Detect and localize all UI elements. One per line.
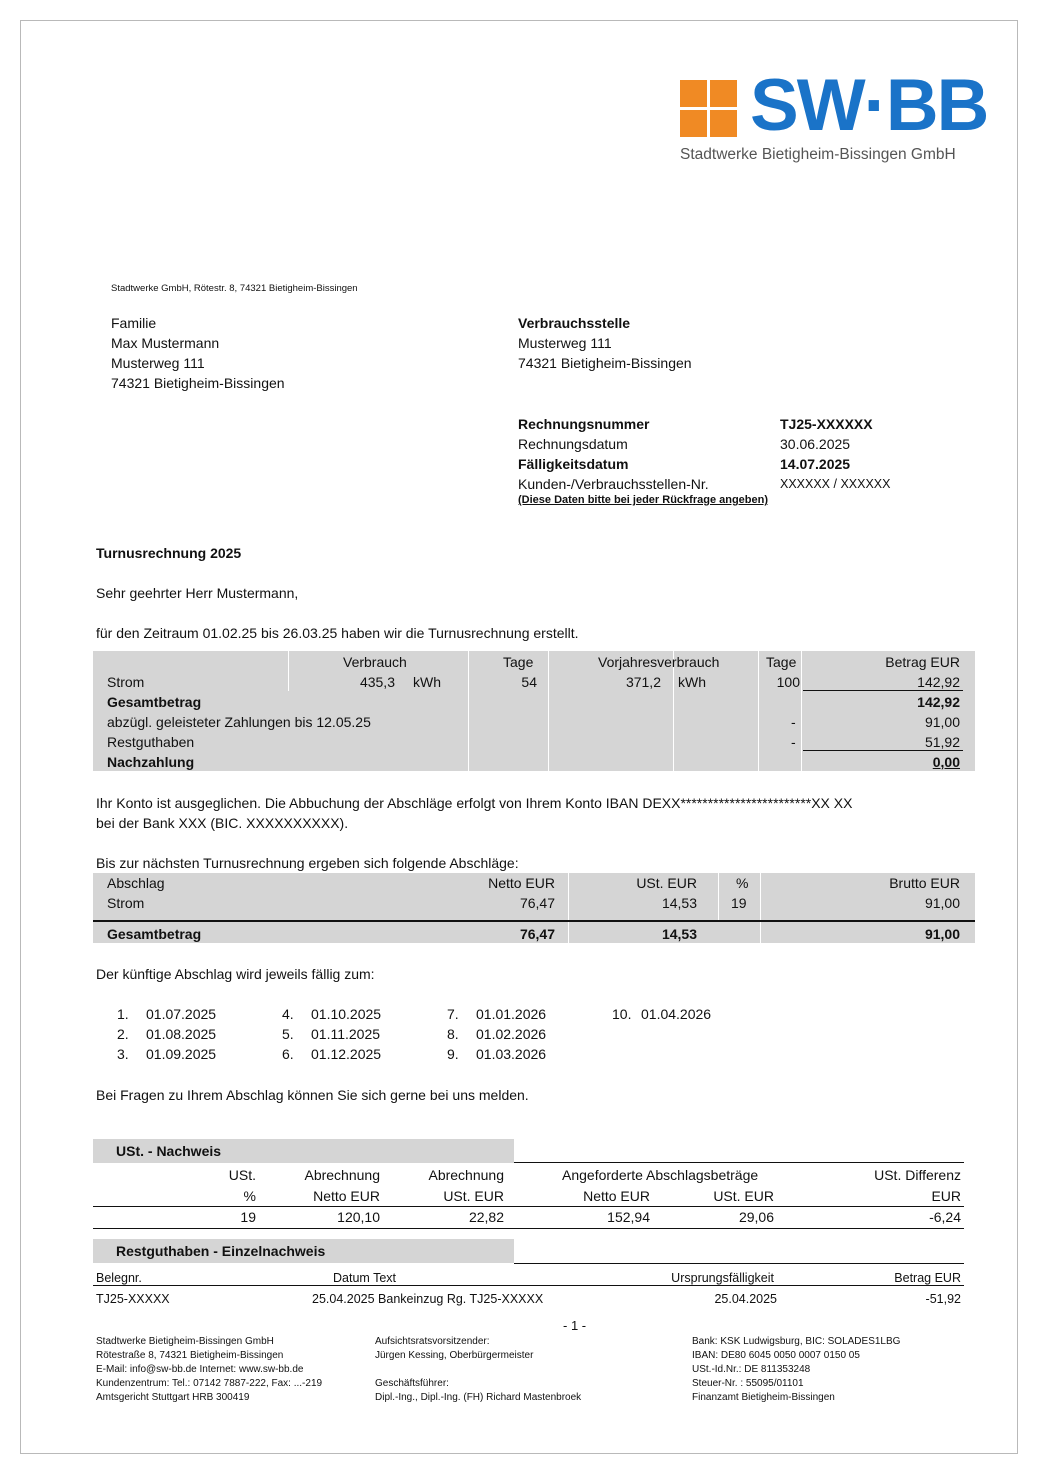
vat-diff-value: -6,24 bbox=[929, 1209, 961, 1225]
doc-number: TJ25-XXXXX bbox=[96, 1292, 170, 1306]
total-net: 76,47 bbox=[519, 926, 555, 942]
due-date-number: 3. bbox=[117, 1046, 129, 1062]
vat-diff-col-header: USt. Differenz bbox=[874, 1167, 961, 1183]
consumption-point-line: Musterweg 111 bbox=[518, 335, 612, 351]
prev-consumption-value: 371,2 bbox=[625, 674, 661, 690]
recipient-line: Familie bbox=[111, 315, 157, 331]
credit-amount-col-header: Betrag EUR bbox=[894, 1271, 961, 1285]
salutation: Sehr geehrter Herr Mustermann, bbox=[96, 585, 299, 601]
invoice-number-label: Rechnungsnummer bbox=[518, 416, 650, 432]
bill-net-value: 120,10 bbox=[337, 1209, 380, 1225]
footer-line: Rötestraße 8, 74321 Bietigheim-Bissingen bbox=[96, 1350, 284, 1361]
doc-col-header: Belegnr. bbox=[96, 1271, 142, 1285]
total-gross: 91,00 bbox=[924, 926, 960, 942]
remaining-label: Restguthaben bbox=[107, 734, 195, 750]
total-label: Gesamtbetrag bbox=[107, 926, 202, 942]
col-header-vat: USt. EUR bbox=[636, 875, 697, 891]
col-header-net: Netto EUR bbox=[488, 875, 555, 891]
footer-line: Steuer-Nr. : 55095/01101 bbox=[692, 1378, 804, 1389]
due-date-value: 01.10.2025 bbox=[311, 1006, 382, 1022]
bill-vat-col-header: Abrechnung bbox=[428, 1167, 504, 1183]
total-vat: 14,53 bbox=[661, 926, 697, 942]
due-date-number: 8. bbox=[447, 1026, 459, 1042]
remaining-sign: - bbox=[791, 734, 796, 750]
pct-value: 19 bbox=[731, 895, 747, 911]
account-text bbox=[96, 793, 852, 833]
additional-payment-amount: 0,00 bbox=[932, 754, 960, 770]
credit-amount-value: -51,92 bbox=[925, 1292, 961, 1306]
date-text: 25.04.2025 Bankeinzug Rg. TJ25-XXXXX bbox=[312, 1292, 544, 1306]
consumption-unit: kWh bbox=[413, 674, 441, 690]
recipient-line: 74321 Bietigheim-Bissingen bbox=[111, 375, 285, 391]
logo-square bbox=[680, 80, 707, 107]
footer-line: Amtsgericht Stuttgart HRB 300419 bbox=[96, 1392, 250, 1403]
row-label: Strom bbox=[107, 674, 145, 690]
col-header-pct: % bbox=[736, 875, 749, 891]
due-intro: Der künftige Abschlag wird jeweils fällig zum: bbox=[96, 966, 375, 982]
prev-consumption-unit: kWh bbox=[678, 674, 706, 690]
bill-vat-value: 22,82 bbox=[468, 1209, 504, 1225]
due-date-number: 9. bbox=[447, 1046, 459, 1062]
col-header-days: Tage bbox=[503, 654, 534, 670]
total-amount: 142,92 bbox=[917, 694, 960, 710]
due-date-value: 01.12.2025 bbox=[311, 1046, 382, 1062]
due-date-number: 2. bbox=[117, 1026, 129, 1042]
due-date-number: 7. bbox=[447, 1006, 459, 1022]
footer-line: Jürgen Kessing, Oberbürgermeister bbox=[375, 1350, 534, 1361]
footer-line: Aufsichtsratsvorsitzender: bbox=[375, 1336, 490, 1347]
footer-line: Bank: KSK Ludwigsburg, BIC: SOLADES1LBG bbox=[692, 1336, 901, 1347]
logo-wordmark: SW·BB bbox=[750, 65, 988, 146]
payments-label: abzügl. geleisteter Zahlungen bis 12.05.25 bbox=[107, 714, 371, 730]
vat-pct-value: 19 bbox=[240, 1209, 256, 1225]
logo-square bbox=[710, 80, 737, 107]
orig-due-col-header: Ursprungsfälligkeit bbox=[671, 1271, 774, 1285]
vat-subheader: USt. EUR bbox=[443, 1188, 504, 1204]
amount-value: 142,92 bbox=[917, 674, 960, 690]
additional-payment-label: Nachzahlung bbox=[107, 754, 195, 770]
invoice-date-value: 30.06.2025 bbox=[780, 436, 851, 452]
due-date-number: 10. bbox=[612, 1006, 632, 1022]
vat-col-header: USt. bbox=[228, 1167, 256, 1183]
consumption-point bbox=[518, 313, 692, 373]
logo-square bbox=[680, 110, 707, 137]
payments-sign: - bbox=[791, 714, 796, 730]
col-header-prev-consumption: Vorjahresverbrauch bbox=[598, 654, 720, 670]
due-date-value: 01.04.2026 bbox=[641, 1006, 712, 1022]
orig-due-value: 25.04.2025 bbox=[714, 1292, 777, 1306]
footer-line: IBAN: DE80 6045 0050 0007 0150 05 bbox=[692, 1350, 860, 1361]
req-net-value: 152,94 bbox=[607, 1209, 650, 1225]
days-value: 54 bbox=[521, 674, 537, 690]
due-date-value: 01.01.2026 bbox=[476, 1006, 547, 1022]
consumption-point-title: Verbrauchsstelle bbox=[518, 315, 631, 331]
footer-line: Stadtwerke Bietigheim-Bissingen GmbH bbox=[96, 1336, 274, 1347]
consumption-value: 435,3 bbox=[359, 674, 395, 690]
footer-company bbox=[96, 1335, 322, 1405]
customer-number-value: XXXXXX / XXXXXX bbox=[780, 477, 891, 491]
prev-days-value: 100 bbox=[776, 674, 800, 690]
logo-square bbox=[710, 110, 737, 137]
intro-text: für den Zeitraum 01.02.25 bis 26.03.25 haben wir die Turnusrechnung erstellt. bbox=[96, 625, 579, 641]
due-date-value: 01.09.2025 bbox=[146, 1046, 217, 1062]
gross-value: 91,00 bbox=[924, 895, 960, 911]
invoice-info-values bbox=[780, 414, 890, 494]
due-date-number: 6. bbox=[282, 1046, 294, 1062]
sender-line: Stadtwerke GmbH, Rötestr. 8, 74321 Bietigheim-Bissingen bbox=[111, 283, 358, 294]
bill-col-header: Abrechnung bbox=[304, 1167, 380, 1183]
col-header-installment: Abschlag bbox=[107, 875, 165, 891]
payments-amount: 91,00 bbox=[924, 714, 960, 730]
footer-line: Dipl.-Ing., Dipl.-Ing. (FH) Richard Mastenbroek bbox=[375, 1392, 582, 1403]
remaining-amount: 51,92 bbox=[924, 734, 960, 750]
footer-bank bbox=[692, 1335, 900, 1405]
due-date-value: 01.11.2025 bbox=[311, 1026, 381, 1042]
data-note: (Diese Daten bitte bei jeder Rückfrage angeben) bbox=[518, 494, 769, 506]
footer-line: Geschäftsführer: bbox=[375, 1378, 449, 1389]
col-header-prev-days: Tage bbox=[766, 654, 797, 670]
req-net-subheader: Netto EUR bbox=[583, 1188, 650, 1204]
footer-management bbox=[375, 1335, 581, 1405]
invoice-number-value: TJ25-XXXXXX bbox=[780, 416, 873, 432]
col-header-consumption: Verbrauch bbox=[343, 654, 407, 670]
questions-text: Bei Fragen zu Ihrem Abschlag können Sie sich gerne bei uns melden. bbox=[96, 1087, 529, 1103]
recipient-line: Max Mustermann bbox=[111, 335, 220, 351]
col-header-amount: Betrag EUR bbox=[885, 654, 960, 670]
date-text-col-header: Datum Text bbox=[333, 1271, 396, 1285]
logo-subtitle: Stadtwerke Bietigheim-Bissingen GmbH bbox=[680, 146, 956, 163]
pct-subheader: % bbox=[243, 1188, 256, 1204]
account-text-line: bei der Bank XXX (BIC. XXXXXXXXXX). bbox=[96, 815, 349, 831]
due-date-number: 4. bbox=[282, 1006, 294, 1022]
due-date-label: Fälligkeitsdatum bbox=[518, 456, 629, 472]
footer-line bbox=[375, 1363, 581, 1377]
footer-line: Kundenzentrum: Tel.: 07142 7887-222, Fax: ...-219 bbox=[96, 1378, 323, 1389]
due-date-value: 01.03.2026 bbox=[476, 1046, 547, 1062]
net-subheader: Netto EUR bbox=[313, 1188, 380, 1204]
col-header-gross: Brutto EUR bbox=[889, 875, 960, 891]
footer-line: Finanzamt Bietigheim-Bissingen bbox=[692, 1392, 835, 1403]
req-vat-subheader: USt. EUR bbox=[713, 1188, 774, 1204]
recipient-line: Musterweg 111 bbox=[111, 355, 205, 371]
consumption-point-line: 74321 Bietigheim-Bissingen bbox=[518, 355, 692, 371]
due-date-number: 1. bbox=[117, 1006, 129, 1022]
credit-section-title: Restguthaben - Einzelnachweis bbox=[116, 1243, 326, 1259]
document-title: Turnusrechnung 2025 bbox=[96, 545, 242, 561]
installments-intro: Bis zur nächsten Turnusrechnung ergeben sich folgende Abschläge: bbox=[96, 855, 519, 871]
footer-line: E-Mail: info@sw-bb.de Internet: www.sw-bb.de bbox=[96, 1364, 304, 1375]
vat-value: 14,53 bbox=[661, 895, 697, 911]
due-date-value: 01.08.2025 bbox=[146, 1026, 217, 1042]
customer-number-label: Kunden-/Verbrauchsstellen-Nr. bbox=[518, 476, 709, 492]
total-label: Gesamtbetrag bbox=[107, 694, 202, 710]
invoice-date-label: Rechnungsdatum bbox=[518, 436, 628, 452]
due-date-value: 14.07.2025 bbox=[780, 456, 851, 472]
due-date-value: 01.02.2026 bbox=[476, 1026, 547, 1042]
row-label: Strom bbox=[107, 895, 145, 911]
requested-col-header: Angeforderte Abschlagsbeträge bbox=[562, 1167, 759, 1183]
footer-line: USt.-Id.Nr.: DE 811353248 bbox=[692, 1364, 811, 1375]
account-text-line: Ihr Konto ist ausgeglichen. Die Abbuchung der Abschläge erfolgt von Ihrem Konto IBAN DEXX************************XX XX bbox=[96, 795, 853, 811]
vat-section-title: USt. - Nachweis bbox=[116, 1143, 222, 1159]
due-date-value: 01.07.2025 bbox=[146, 1006, 217, 1022]
invoice-info-labels bbox=[518, 414, 709, 494]
net-value: 76,47 bbox=[519, 895, 555, 911]
req-vat-value: 29,06 bbox=[738, 1209, 774, 1225]
due-date-number: 5. bbox=[282, 1026, 294, 1042]
page-number: - 1 - bbox=[563, 1318, 587, 1333]
recipient-address bbox=[111, 313, 285, 393]
eur-subheader: EUR bbox=[931, 1188, 961, 1204]
